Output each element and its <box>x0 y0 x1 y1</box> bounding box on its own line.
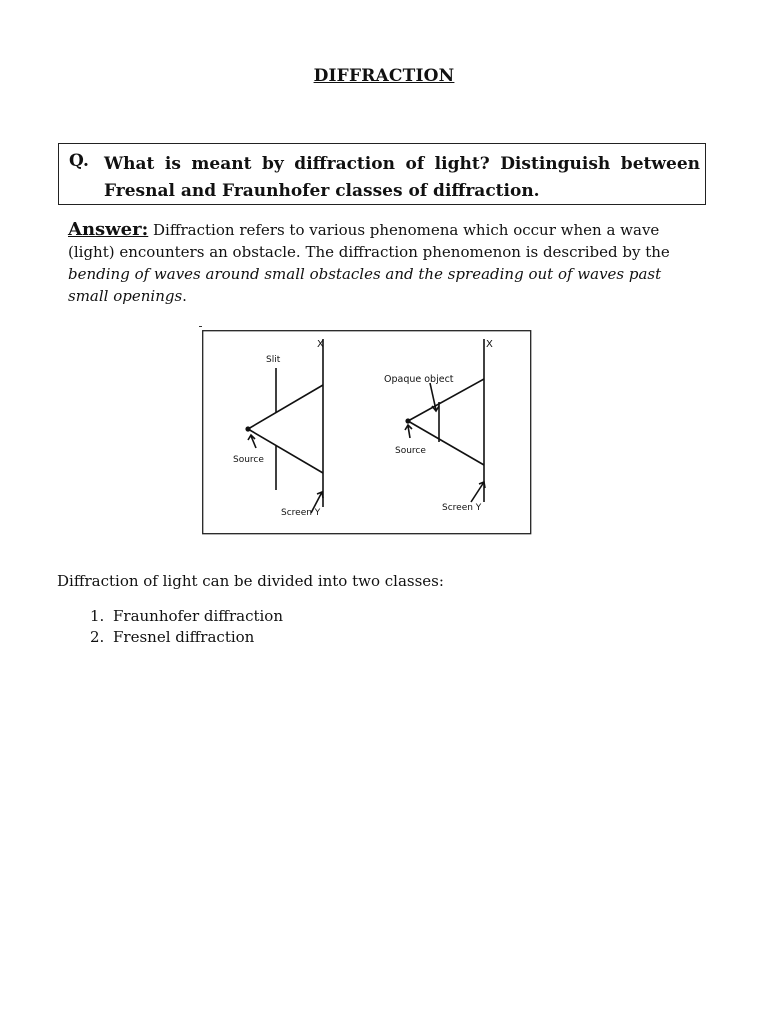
answer-text: Diffraction refers to various phenomena which occur when a wave (light) encounters an obstacle. The diffraction phenomenon is described by the <box>68 221 670 261</box>
list-item-number: 1. <box>90 607 105 625</box>
diffraction-figure <box>202 330 532 539</box>
opaque-object-label: Opaque object <box>384 374 454 385</box>
right-source-label: Source <box>395 446 426 456</box>
slit-label: Slit <box>266 355 281 365</box>
answer-period: . <box>182 287 187 305</box>
answer-emphasis: bending of waves around small obstacles and the spreading out of waves past small openings <box>68 265 662 305</box>
right-screen-bottom-label: Screen Y <box>442 503 482 513</box>
list-item-number: 2. <box>90 628 105 646</box>
answer-paragraph <box>68 219 704 307</box>
left-screen-bottom-label: Screen Y <box>281 508 321 518</box>
page-title: DIFFRACTION <box>313 66 455 86</box>
question-label: Q. <box>69 151 89 171</box>
right-source-point <box>405 418 410 423</box>
classes-intro: Diffraction of light can be divided into two classes: <box>57 572 444 590</box>
left-source-point <box>245 426 250 431</box>
diffraction-diagram <box>202 330 532 535</box>
list-item <box>90 606 283 627</box>
right-screen-top-label: X <box>486 339 493 350</box>
question-box <box>58 143 706 205</box>
question-text: What is meant by diffraction of light? Distinguish between Fresnal and Fraunhofer classes of diffraction. <box>104 154 700 201</box>
stray-mark <box>199 326 202 327</box>
list-item <box>90 627 283 648</box>
list-item-label: Fresnel diffraction <box>113 628 255 646</box>
answer-label: Answer: <box>68 219 149 240</box>
classes-list <box>90 606 283 648</box>
left-screen-top-label: X <box>317 339 324 350</box>
left-source-label: Source <box>233 455 264 465</box>
list-item-label: Fraunhofer diffraction <box>113 607 283 625</box>
